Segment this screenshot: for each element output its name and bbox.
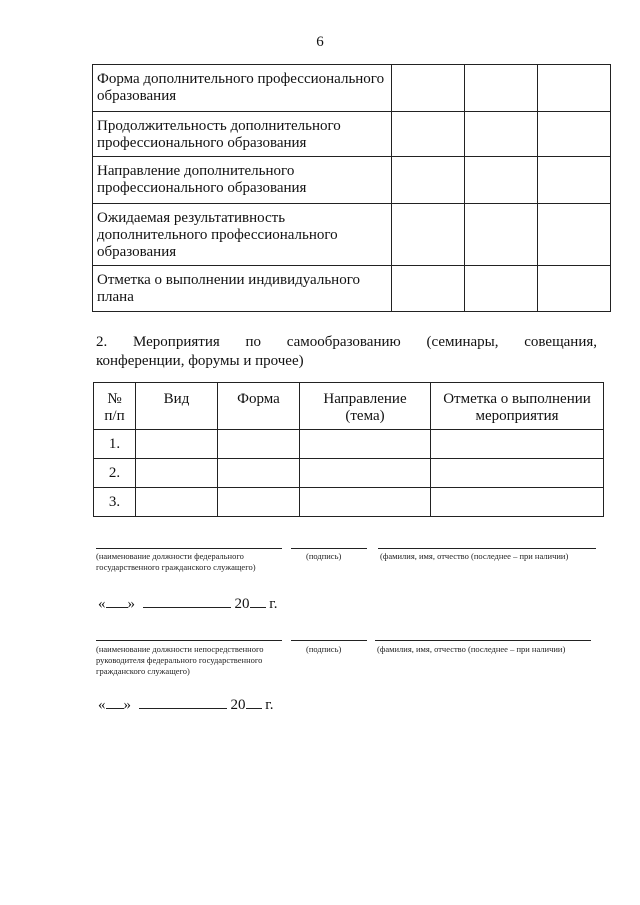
table-cell[interactable]	[136, 459, 218, 488]
table-cell[interactable]	[392, 112, 465, 157]
table-cell[interactable]	[465, 157, 538, 204]
name-line[interactable]	[375, 640, 591, 641]
table-cell[interactable]	[431, 430, 604, 459]
column-header-number	[94, 383, 136, 430]
table-row	[94, 430, 604, 459]
table-cell[interactable]	[136, 430, 218, 459]
caption-line: гражданского служащего)	[96, 666, 190, 676]
table-cell[interactable]	[465, 112, 538, 157]
position-line[interactable]	[96, 640, 282, 641]
heading-line: конференции, форумы и прочее)	[96, 353, 304, 369]
caption-line: государственного гражданского служащего)	[96, 562, 256, 572]
year-prefix: 20	[230, 697, 246, 713]
table-row	[93, 157, 611, 204]
day-blank[interactable]	[106, 593, 128, 608]
year-prefix: 20	[234, 596, 250, 612]
label-line: дополнительного профессионального	[97, 227, 338, 243]
name-caption: (фамилия, имя, отчество (последнее – при наличии)	[380, 551, 569, 561]
name-caption: (фамилия, имя, отчество (последнее – при наличии)	[377, 644, 566, 654]
month-blank[interactable]	[143, 593, 231, 608]
row-number: 3.	[94, 488, 136, 517]
header-line: п/п	[104, 408, 125, 424]
table-cell[interactable]	[538, 112, 611, 157]
table-cell[interactable]	[218, 430, 300, 459]
month-blank[interactable]	[139, 694, 227, 709]
quote-open: «	[98, 697, 106, 713]
table-cell[interactable]	[538, 65, 611, 112]
table-cell[interactable]	[218, 488, 300, 517]
header-line: мероприятия	[475, 408, 559, 424]
table-cell[interactable]	[465, 204, 538, 266]
plan-table	[92, 64, 611, 312]
year-suffix: г.	[265, 697, 274, 713]
table-header-row	[94, 383, 604, 430]
year-blank[interactable]	[250, 593, 266, 608]
label-line: профессионального образования	[97, 180, 307, 196]
label-line: профессионального образования	[97, 135, 307, 151]
table-row	[94, 488, 604, 517]
table-row	[93, 65, 611, 112]
events-table	[93, 382, 604, 517]
quote-close: »	[127, 596, 135, 612]
column-header-completion-mark	[431, 383, 604, 430]
table-cell[interactable]	[392, 204, 465, 266]
table-cell[interactable]	[465, 266, 538, 312]
table-cell[interactable]	[538, 266, 611, 312]
caption-line: (наименование должности федерального	[96, 551, 244, 561]
quote-open: «	[98, 596, 106, 612]
year-suffix: г.	[269, 596, 278, 612]
header-line: Направление	[323, 391, 407, 407]
label-line: образования	[97, 88, 177, 104]
table-cell[interactable]	[431, 488, 604, 517]
table-cell[interactable]	[218, 459, 300, 488]
caption-line: (наименование должности непосредственного	[96, 644, 264, 654]
table-cell[interactable]	[465, 65, 538, 112]
signature-caption: (подпись)	[306, 644, 342, 654]
page-number: 6	[316, 34, 324, 50]
table-cell[interactable]	[538, 204, 611, 266]
row-number: 2.	[94, 459, 136, 488]
table-cell[interactable]	[392, 157, 465, 204]
position-caption	[96, 644, 296, 677]
signature-line[interactable]	[291, 548, 367, 549]
caption-line: руководителя федерального государственного	[96, 655, 263, 665]
header-line: Вид	[163, 391, 190, 407]
table-cell[interactable]	[392, 65, 465, 112]
label-line: плана	[97, 289, 134, 305]
label-line: Направление дополнительного	[97, 163, 295, 179]
label-line: Ожидаемая результативность	[97, 210, 286, 226]
row-label	[93, 204, 392, 266]
row-label	[93, 266, 392, 312]
position-line[interactable]	[96, 548, 282, 549]
row-label	[93, 157, 392, 204]
label-line: Продолжительность дополнительного	[97, 118, 341, 134]
header-line: (тема)	[345, 408, 385, 424]
table-row	[93, 266, 611, 312]
table-cell[interactable]	[136, 488, 218, 517]
label-line: Форма дополнительного профессионального	[97, 71, 385, 87]
section-heading	[96, 333, 597, 371]
signature-line[interactable]	[291, 640, 367, 641]
row-label	[93, 65, 392, 112]
date-field	[98, 694, 273, 714]
table-cell[interactable]	[300, 488, 431, 517]
table-cell[interactable]	[392, 266, 465, 312]
label-line: Отметка о выполнении индивидуального	[97, 272, 360, 288]
position-caption	[96, 551, 296, 573]
row-label	[93, 112, 392, 157]
signature-caption: (подпись)	[306, 551, 342, 561]
year-blank[interactable]	[246, 694, 262, 709]
table-cell[interactable]	[300, 459, 431, 488]
table-cell[interactable]	[431, 459, 604, 488]
header-line: Форма	[237, 391, 280, 407]
column-header-direction	[300, 383, 431, 430]
quote-close: »	[123, 697, 131, 713]
table-row	[93, 112, 611, 157]
day-blank[interactable]	[106, 694, 124, 709]
date-field	[98, 593, 277, 613]
name-line[interactable]	[378, 548, 596, 549]
table-row	[93, 204, 611, 266]
header-line: Отметка о выполнении	[443, 391, 591, 407]
table-cell[interactable]	[538, 157, 611, 204]
header-line: №	[107, 391, 122, 407]
row-number: 1.	[94, 430, 136, 459]
table-row	[94, 459, 604, 488]
column-header-type	[136, 383, 218, 430]
label-line: образования	[97, 244, 177, 260]
table-cell[interactable]	[300, 430, 431, 459]
column-header-form	[218, 383, 300, 430]
heading-line: 2. Мероприятия по самообразованию (семинары, совещания,	[96, 334, 597, 350]
